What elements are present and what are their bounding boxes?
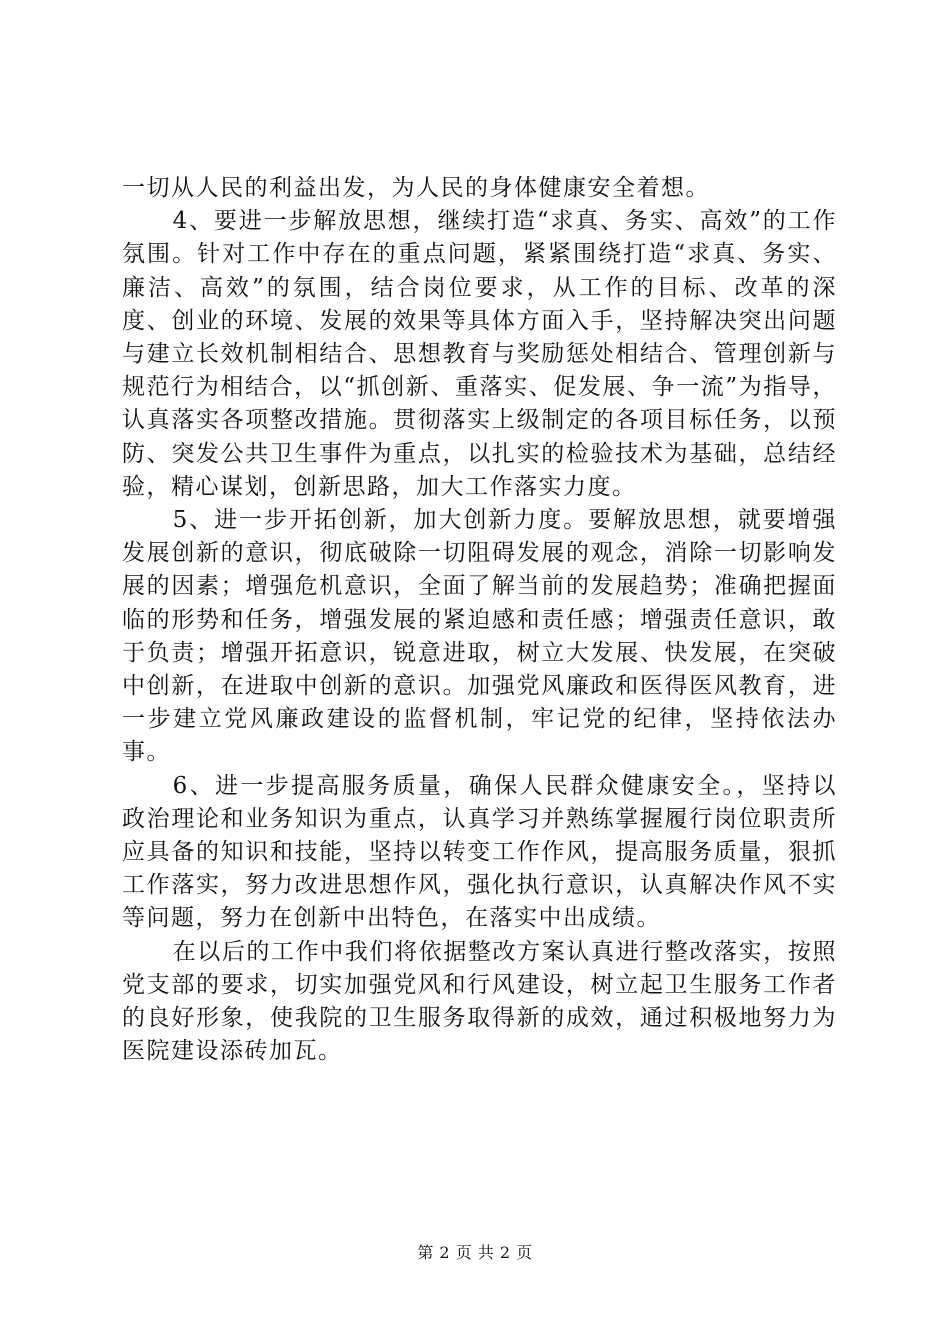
paragraph-item-5: 5、进一步开拓创新，加大创新力度。要解放思想，就要增强发展创新的意识，彻底破除一切阻碍发展的观念，消除一切影响发展的因素；增强危机意识，全面了解当前的发展趋势；准确把握面临的形势和任务，增强发展的紧迫感和责任感；增强责任意识，敢于负责；增强开拓意识，锐意进取，树立大发展、快发展，在突破中创新，在进取中创新的意识。加强党风廉政和医得医风教育，进一步建立党风廉政建设的监督机制，牢记党的纪律，坚持依法办事。	[122, 507, 837, 766]
page-number-footer: 第 2 页 共 2 页	[417, 1243, 533, 1262]
paragraph-conclusion: 在以后的工作中我们将依据整改方案认真进行整改落实，按照党支部的要求，切实加强党风和行风建设，树立起卫生服务工作者的良好形象，使我院的卫生服务取得新的成效，通过积极地努力为医院建设添砖加瓦。	[122, 938, 837, 1065]
paragraph-continuation: 一切从人民的利益出发，为人民的身体健康安全着想。	[122, 175, 710, 201]
paragraph-item-6: 6、进一步提高服务质量，确保人民群众健康安全。，坚持以政治理论和业务知识为重点，认真学习并熟练掌握履行岗位职责所应具备的知识和技能，坚持以转变工作作风，提高服务质量，狠抓工作落实，努力改进思想作风，强化执行意识，认真解决作风不实等问题，努力在创新中出特色，在落实中出成绩。	[122, 772, 837, 932]
paragraph-item-4: 4、要进一步解放思想，继续打造“求真、务实、高效”的工作氛围。针对工作中存在的重点问题，紧紧围绕打造“求真、务实、廉洁、高效”的氛围，结合岗位要求，从工作的目标、改革的深度、创业的环境、发展的效果等具体方面入手，坚持解决突出问题与建立长效机制相结合、思想教育与奖励惩处相结合、管理创新与规范行为相结合，以“抓创新、重落实、促发展、争一流”为指导，认真落实各项整改措施。贯彻落实上级制定的各项目标任务，以预防、突发公共卫生事件为重点，以扎实的检验技术为基础，总结经验，精心谋划，创新思路，加大工作落实力度。	[122, 208, 837, 500]
document-body	[122, 172, 837, 1068]
